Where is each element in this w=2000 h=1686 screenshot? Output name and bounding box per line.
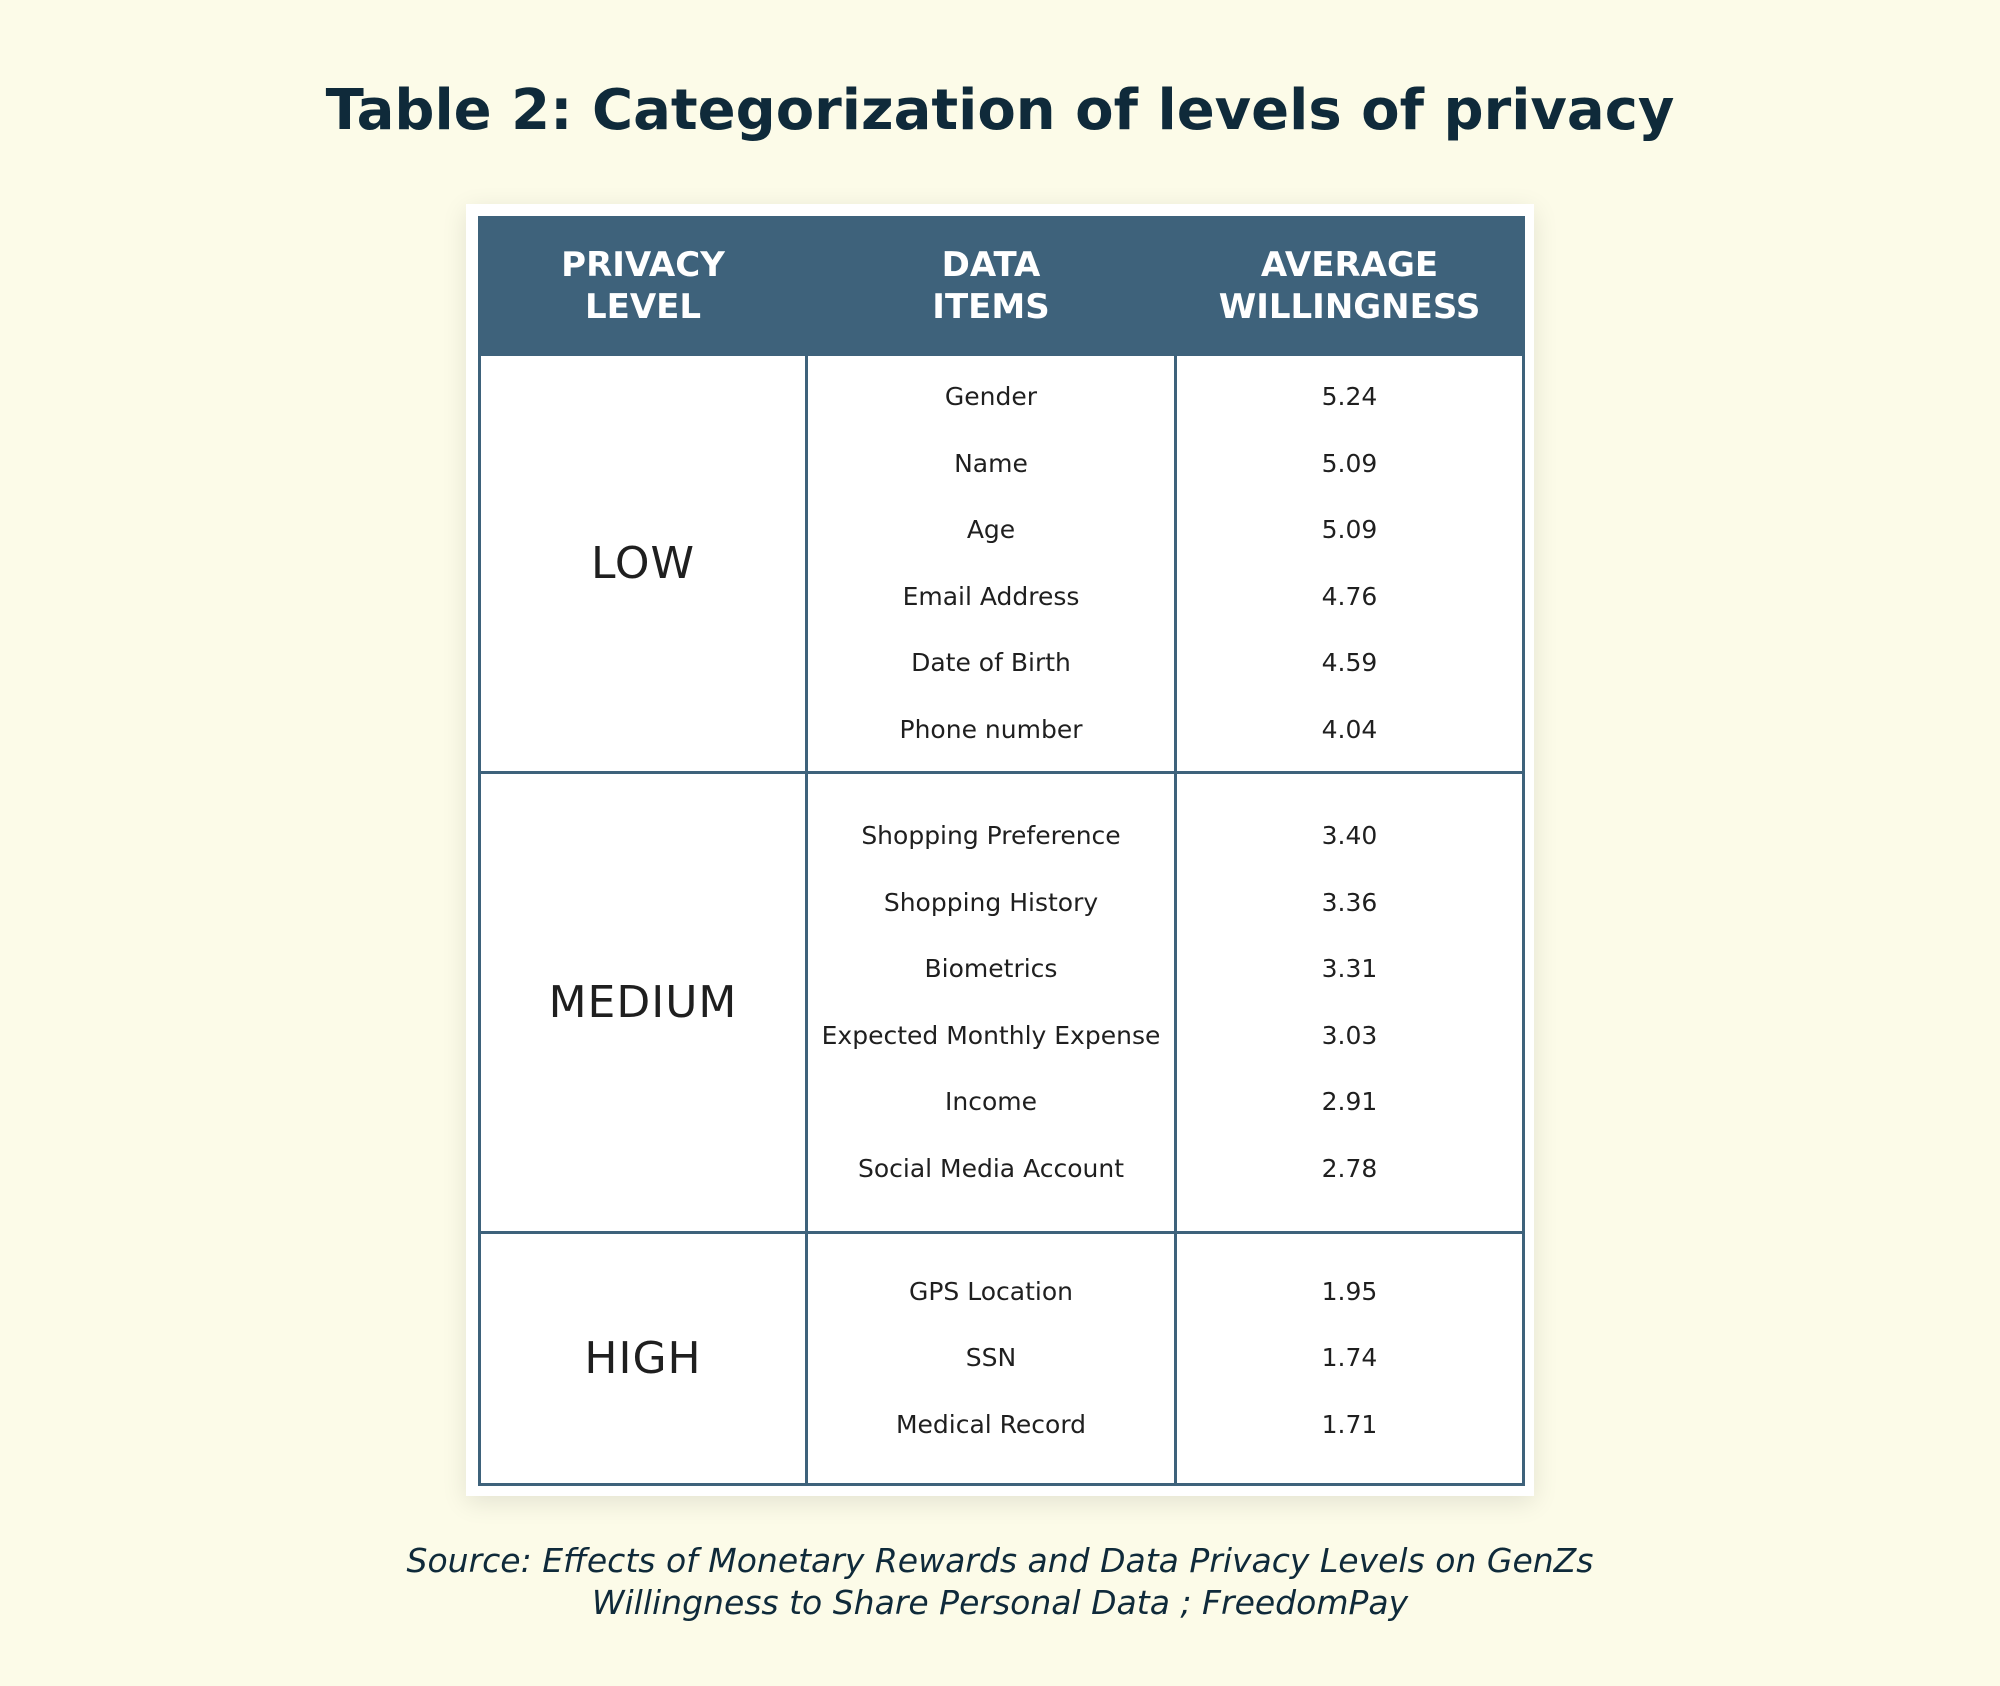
data-item: Email Address: [902, 581, 1080, 611]
data-item: Phone number: [899, 714, 1083, 744]
data-item: Social Media Account: [857, 1153, 1125, 1183]
willingness-value: 1.74: [1321, 1343, 1378, 1373]
willingness-value: 5.24: [1321, 382, 1378, 411]
willingness-value: 1.71: [1321, 1409, 1378, 1439]
data-item: SSN: [965, 1343, 1017, 1373]
privacy-table: [478, 216, 1525, 1486]
willingness-cell: [1176, 773, 1524, 1233]
table-row-medium: [480, 773, 1524, 1233]
willingness-values-list: [1177, 803, 1522, 1202]
willingness-value: 3.03: [1321, 1020, 1378, 1050]
data-item: Gender: [944, 382, 1038, 411]
header-line: WILLINGNESS: [1218, 287, 1481, 327]
table-row-low: [480, 355, 1524, 773]
source-line: Willingness to Share Personal Data ; FreedomPay: [591, 1583, 1409, 1622]
source-caption: [0, 1540, 2000, 1624]
data-item: Date of Birth: [911, 648, 1071, 677]
data-item: Income: [945, 1087, 1037, 1116]
data-item: Shopping History: [883, 887, 1099, 917]
willingness-value: 5.09: [1321, 448, 1378, 478]
privacy-level-high: HIGH: [584, 1333, 702, 1384]
header-line: ITEMS: [932, 287, 1050, 327]
data-item: GPS Location: [908, 1276, 1073, 1306]
privacy-level-cell: [480, 355, 807, 773]
table-row-high: [480, 1233, 1524, 1485]
willingness-value: 4.04: [1321, 714, 1378, 744]
willingness-value: 1.95: [1321, 1276, 1378, 1306]
willingness-values-list: [1177, 1259, 1522, 1459]
column-header-privacy-level: [480, 218, 807, 355]
source-line: Source: Effects of Monetary Rewards and Data Privacy Levels on GenZs: [406, 1541, 1594, 1580]
header-line: DATA: [941, 245, 1041, 285]
willingness-value: 3.40: [1321, 821, 1378, 850]
willingness-value: 3.36: [1321, 887, 1378, 917]
header-line: LEVEL: [584, 287, 702, 327]
column-header-data-items: [807, 218, 1176, 355]
header-line: PRIVACY: [561, 245, 725, 285]
data-items-list: [808, 1259, 1174, 1459]
willingness-values-list: [1177, 364, 1522, 763]
willingness-value: 2.91: [1321, 1087, 1378, 1116]
willingness-value: 4.76: [1321, 581, 1378, 611]
privacy-level-medium: MEDIUM: [548, 977, 738, 1028]
willingness-value: 5.09: [1321, 515, 1378, 544]
willingness-value: 4.59: [1321, 648, 1378, 677]
data-items-cell: [807, 773, 1176, 1233]
column-header-average-willingness: [1176, 218, 1524, 355]
header-line: AVERAGE: [1260, 245, 1439, 285]
page-title: Table 2: Categorization of levels of privacy: [325, 78, 1675, 143]
table-card: [466, 204, 1534, 1496]
data-item: Name: [954, 448, 1028, 478]
willingness-value: 3.31: [1321, 954, 1378, 983]
willingness-value: 2.78: [1321, 1153, 1378, 1183]
privacy-level-low: LOW: [590, 538, 696, 589]
data-items-list: [808, 803, 1174, 1202]
data-items-list: [808, 364, 1174, 763]
data-item: Shopping Preference: [861, 821, 1121, 850]
data-item: Medical Record: [895, 1409, 1087, 1439]
data-item: Expected Monthly Expense: [821, 1020, 1161, 1050]
willingness-cell: [1176, 355, 1524, 773]
data-item: Biometrics: [924, 954, 1058, 983]
data-item: Age: [966, 515, 1016, 544]
table-header-row: [480, 218, 1524, 355]
privacy-level-cell: [480, 1233, 807, 1485]
willingness-cell: [1176, 1233, 1524, 1485]
data-items-cell: [807, 355, 1176, 773]
data-items-cell: [807, 1233, 1176, 1485]
privacy-level-cell: [480, 773, 807, 1233]
